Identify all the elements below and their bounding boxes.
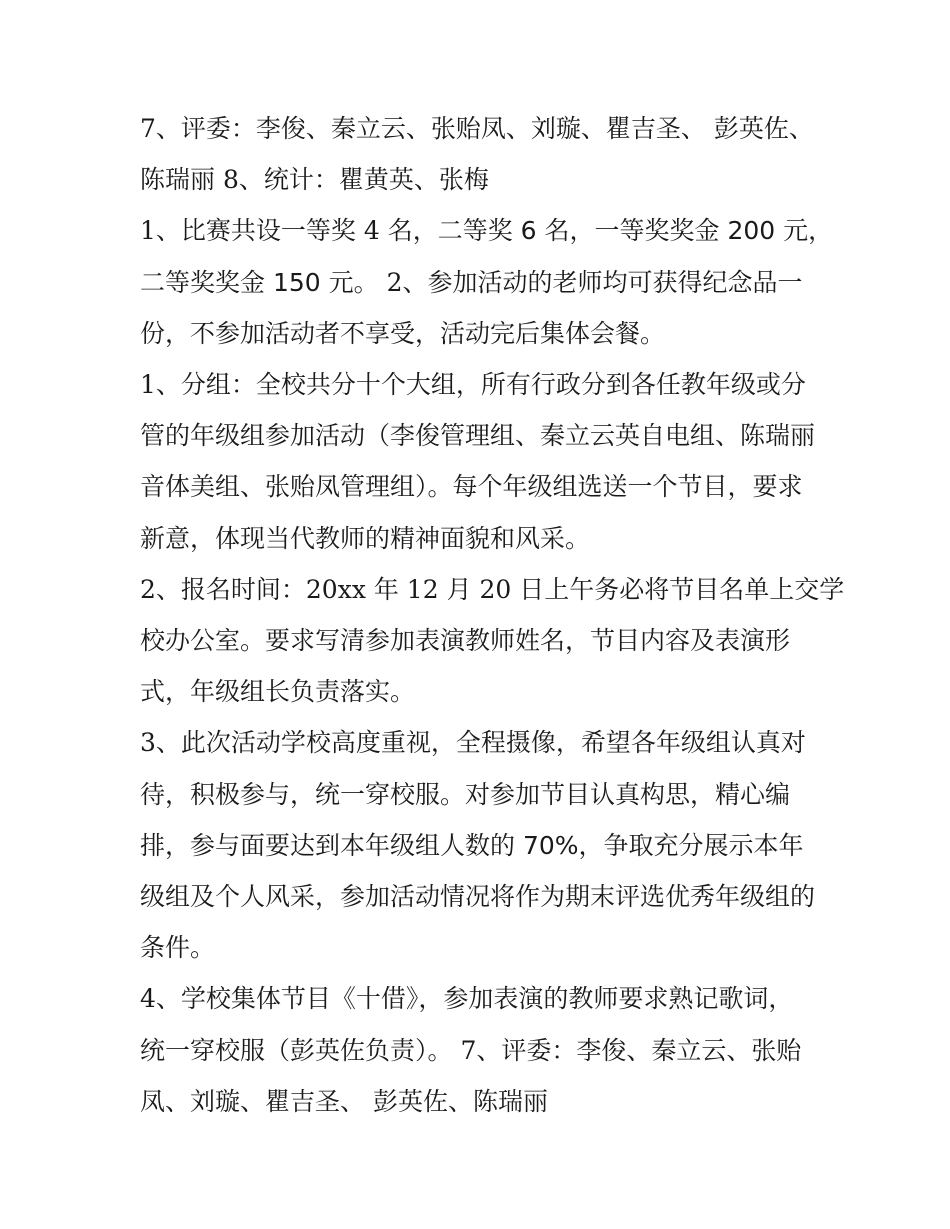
text-line — [140, 982, 910, 1016]
text-segment: 1、比赛共设一等奖 4 — [140, 216, 388, 246]
text-segment: 统一穿校服（彭英佐负责）。 — [140, 1035, 453, 1065]
text-segment: 校办公室。要求写清参加表演教师姓名，节目内容及表演形 — [140, 626, 791, 655]
text-line — [140, 778, 910, 812]
text-segment: 陈瑞丽 8、统计：瞿黄英、张梅 — [140, 165, 489, 195]
text-line — [140, 266, 910, 300]
text-line — [140, 112, 910, 146]
text-segment: ，争取充分展示本年 — [578, 830, 804, 860]
text-segment: 7、评委：李俊、秦立云、张贻凤、刘璇、瞿吉圣、 彭英佐、 — [140, 114, 814, 143]
text-segment: 条件。 — [140, 933, 216, 963]
text-segment: 元。 2、参加活动的老师均可获得纪念品一 — [320, 267, 803, 297]
text-segment: 二等奖奖金 150 — [140, 267, 321, 297]
text-line — [140, 419, 910, 453]
text-line — [140, 214, 910, 248]
text-segment: 元， — [775, 216, 834, 246]
text-segment: 4、学校集体节目《十借》，参加表演的教师要求熟记歌词， — [140, 984, 794, 1014]
text-segment: 1、分组：全校共分十个大组，所有行政分到各任教年级或分 — [140, 370, 806, 399]
text-segment: 排，参与面要达到本年级组人数的 70% — [140, 830, 579, 860]
text-line — [140, 829, 910, 863]
text-line — [140, 624, 910, 658]
text-line — [140, 573, 910, 607]
text-line — [140, 1085, 910, 1119]
text-line — [140, 726, 910, 760]
text-line — [140, 368, 910, 402]
text-segment: 2、报名时间：20xx 年 12 月 20 日上午务必将节目名单上交学 — [140, 574, 845, 604]
text-segment: 份，不参加活动者不享受，活动完后集体会餐。 — [140, 318, 666, 348]
text-segment: 凤、刘璇、瞿吉圣、 彭英佐、陈瑞丽 — [140, 1086, 548, 1116]
text-line — [140, 1034, 910, 1068]
text-segment: 管的年级组参加活动（李俊管理组、秦立云英自电组、陈瑞丽 — [140, 421, 816, 451]
text-line — [140, 931, 910, 965]
text-segment: 级组及个人风采，参加活动情况将作为期末评选优秀年级组的 — [140, 882, 816, 911]
text-segment: 3、此次活动学校高度重视，全程摄像，希望各年级组认真对 — [140, 728, 806, 758]
text-segment: 音体美组、张贻凤管理组）。每个年级组选送一个节目，要求 — [140, 472, 803, 502]
text-segment: 新意，体现当代教师的精神面貌和风采。 — [140, 523, 591, 553]
text-segment: 7、评委：李俊、秦立云、张贻 — [452, 1035, 802, 1065]
text-segment: 式，年级组长负责落实。 — [140, 677, 416, 707]
text-line — [140, 470, 910, 504]
text-line — [140, 675, 910, 709]
text-line — [140, 880, 910, 914]
text-segment: 待，积极参与，统一穿校服。对参加节目认真构思，精心编 — [140, 779, 791, 809]
text-line — [140, 317, 910, 351]
text-line — [140, 522, 910, 556]
text-line — [140, 163, 910, 197]
text-segment: 名，二等奖 6 名，一等奖奖金 200 — [387, 216, 776, 246]
